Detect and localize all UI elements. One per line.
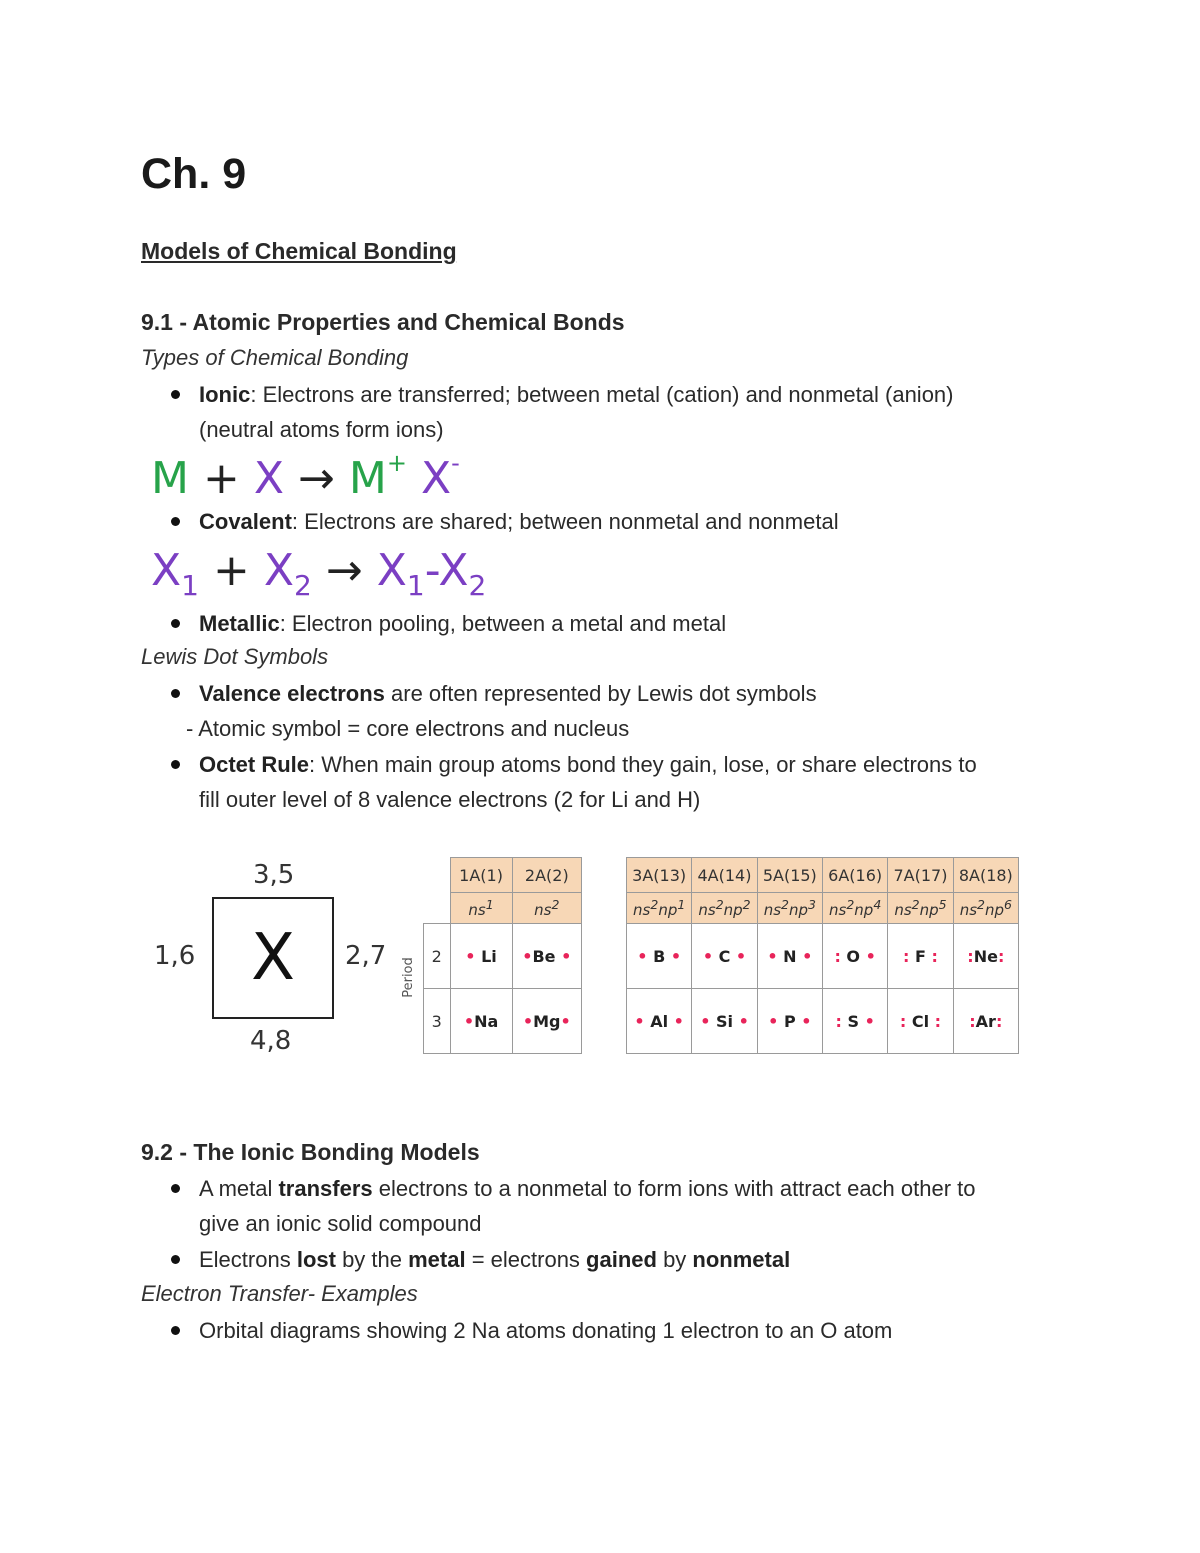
electron-dot: •	[730, 946, 747, 966]
electron-dot: :	[835, 1011, 848, 1031]
element-symbol: F	[915, 946, 926, 966]
config-cell	[450, 893, 512, 924]
lewis-cell	[888, 989, 953, 1054]
diagram-top-label: 3,5	[253, 860, 295, 890]
bullet-icon	[171, 517, 180, 526]
bullet-ionic	[199, 377, 1099, 447]
group-header: 4A(14)	[692, 858, 757, 893]
ionic-text-2: (neutral atoms form ions)	[199, 417, 444, 442]
metal-term: metal	[408, 1247, 466, 1272]
eq2-x1-product: X	[376, 545, 407, 596]
element-symbol: Si	[715, 1011, 733, 1031]
config-text: np	[984, 901, 1004, 919]
eq1-plus: +	[202, 453, 240, 504]
electron-dot: •	[859, 1011, 875, 1031]
octet-text: : When main group atoms bond they gain, lose, or share electrons to	[309, 752, 977, 777]
config-sup: 2	[650, 897, 659, 912]
valence-text: are often represented by Lewis dot symbols	[384, 681, 817, 706]
transfer-text-b: electrons to a nonmetal to form ions with attract each other to	[372, 1176, 976, 1201]
bullet-icon	[171, 1255, 180, 1264]
eq1-anion-symbol: X	[420, 453, 452, 504]
lewis-cell	[822, 989, 887, 1054]
lost-text-c: = electrons	[465, 1247, 587, 1272]
eq2-x2: X	[263, 545, 295, 596]
group-header: 6A(16)	[822, 858, 887, 893]
bullet-icon	[171, 390, 180, 399]
config-text: ns	[959, 901, 978, 919]
section-subtitle: Models of Chemical Bonding	[141, 238, 457, 264]
metallic-term: Metallic	[199, 611, 280, 636]
config-sup: 6	[1004, 897, 1012, 912]
bullet-orbital: Orbital diagrams showing 2 Na atoms donating 1 electron to an O atom	[199, 1318, 893, 1343]
config-sup: 3	[808, 897, 816, 912]
config-text: np	[723, 901, 743, 919]
diagram-left-label: 1,6	[154, 941, 196, 971]
electron-dot: :	[969, 1011, 976, 1031]
lewis-cell	[450, 924, 512, 989]
eq2-plus: +	[212, 545, 250, 596]
config-text: np	[854, 901, 874, 919]
eq1-anion-charge: -	[451, 449, 460, 477]
eq1-nonmetal: X	[253, 453, 284, 504]
config-text: ns	[829, 901, 847, 919]
eq1-cation-symbol: M	[348, 453, 387, 504]
transfer-text-c: give an ionic solid compound	[199, 1211, 482, 1236]
transfer-examples-label: Electron Transfer- Examples	[141, 1281, 418, 1306]
section-heading-9-2: 9.2 - The Ionic Bonding Models	[141, 1139, 480, 1165]
config-sup: 2	[911, 897, 920, 912]
bullet-icon	[171, 1184, 180, 1193]
eq2-x2-product: X	[438, 545, 469, 596]
ionic-equation	[151, 449, 460, 504]
eq2-arrow: →	[325, 545, 363, 596]
electron-dot: •	[463, 1011, 475, 1031]
electron-dot: :	[899, 1011, 912, 1031]
diagram-bottom-label: 4,8	[250, 1026, 292, 1056]
electron-dot: •	[702, 946, 719, 966]
lewis-cell	[627, 924, 692, 989]
bullet-icon	[171, 619, 180, 628]
period-number: 3	[424, 989, 451, 1054]
eq1-cation	[348, 449, 407, 504]
electron-dot: :	[995, 1011, 1003, 1031]
lewis-cell	[512, 924, 581, 989]
ionic-term: Ionic	[199, 382, 251, 407]
eq2-sub2-product: 2	[468, 569, 487, 602]
transfer-text-a: A metal	[199, 1176, 279, 1201]
octet-text-2: fill outer level of 8 valence electrons (2 for Li and H)	[199, 787, 701, 812]
bullet-icon	[171, 689, 180, 698]
covalent-term: Covalent	[199, 509, 292, 534]
covalent-equation	[151, 545, 486, 602]
config-sup: 2	[846, 897, 855, 912]
diagram-symbol-box	[212, 897, 334, 1019]
lost-term: lost	[296, 1247, 336, 1272]
group-header: 7A(17)	[888, 858, 953, 893]
element-symbol: O	[846, 946, 861, 966]
lewis-cell	[888, 924, 953, 989]
diagram-symbol: X	[251, 921, 295, 995]
element-symbol: Mg	[533, 1011, 561, 1031]
types-label: Types of Chemical Bonding	[141, 345, 409, 370]
config-cell	[692, 893, 757, 924]
electron-dot: •	[561, 946, 572, 966]
lewis-cell	[757, 924, 822, 989]
config-cell	[888, 893, 953, 924]
lewis-table-groups-1-2	[423, 857, 582, 1054]
section-heading-9-1: 9.1 - Atomic Properties and Chemical Bonds	[141, 309, 625, 335]
element-symbol: N	[783, 946, 797, 966]
config-cell	[512, 893, 581, 924]
config-text: np	[658, 901, 678, 919]
config-cell	[757, 893, 822, 924]
bullet-valence	[199, 676, 817, 711]
bullet-octet	[199, 747, 1099, 817]
period-number: 2	[424, 924, 451, 989]
electron-dot: •	[767, 946, 784, 966]
eq1-arrow: →	[298, 453, 335, 504]
element-symbol: Ne	[973, 946, 998, 966]
config-sup: 2	[551, 897, 560, 912]
bullet-metallic	[199, 606, 726, 641]
atomic-symbol-note: - Atomic symbol = core electrons and nucleus	[186, 716, 630, 741]
electron-dot: •	[465, 946, 476, 966]
config-text: ns	[468, 901, 486, 919]
eq2-bond: -	[424, 545, 439, 596]
electron-dot: •	[522, 946, 533, 966]
eq2-sub2: 2	[294, 569, 312, 602]
bullet-transfer	[199, 1171, 1099, 1241]
lewis-cell	[822, 924, 887, 989]
transfer-term: transfers	[278, 1176, 373, 1201]
group-header: 1A(1)	[450, 858, 512, 893]
element-symbol: P	[783, 1011, 796, 1031]
group-header: 8A(18)	[953, 858, 1018, 893]
config-sup: 1	[485, 897, 494, 912]
diagram-right-label: 2,7	[345, 941, 387, 971]
electron-dot: :	[925, 946, 938, 966]
lewis-table-groups-13-18	[626, 857, 1019, 1054]
element-symbol: Cl	[911, 1011, 930, 1031]
electron-dot: :	[967, 946, 974, 966]
bullet-covalent	[199, 504, 839, 539]
eq2-sub1-product: 1	[406, 569, 425, 602]
eq1-anion	[420, 449, 460, 504]
config-sup: 2	[742, 897, 751, 912]
gained-term: gained	[586, 1247, 657, 1272]
valence-term: Valence electrons	[199, 681, 385, 706]
bullet-icon	[171, 1326, 180, 1335]
element-symbol: C	[718, 946, 731, 966]
config-sup: 4	[873, 897, 882, 912]
electron-dot: •	[796, 946, 813, 966]
config-text: ns	[698, 901, 716, 919]
electron-dot: :	[834, 946, 847, 966]
config-text: ns	[534, 901, 552, 919]
lewis-cell	[627, 989, 692, 1054]
electron-dot: •	[637, 946, 654, 966]
ionic-text: : Electrons are transferred; between metal (cation) and nonmetal (anion)	[250, 382, 954, 407]
config-text: np	[788, 901, 808, 919]
lost-text-d: by	[656, 1247, 693, 1272]
group-header: 2A(2)	[512, 858, 581, 893]
eq1-cation-charge: +	[386, 449, 407, 477]
electron-dot: •	[860, 946, 876, 966]
electron-dot: :	[903, 946, 915, 966]
bullet-icon	[171, 760, 180, 769]
lewis-cell	[757, 989, 822, 1054]
config-sup: 2	[781, 897, 789, 912]
element-symbol: Ar	[975, 1011, 996, 1031]
config-cell	[627, 893, 692, 924]
metallic-text: : Electron pooling, between a metal and metal	[279, 611, 727, 636]
eq1-metal: M	[151, 453, 189, 504]
electron-dot: •	[668, 1011, 684, 1031]
config-cell	[953, 893, 1018, 924]
config-sup: 2	[715, 897, 724, 912]
electron-dot: •	[795, 1011, 812, 1031]
lewis-cell	[953, 989, 1018, 1054]
config-text: ns	[763, 901, 782, 919]
lost-text-a: Electrons	[199, 1247, 297, 1272]
config-text: ns	[633, 901, 651, 919]
config-cell	[822, 893, 887, 924]
electron-dot: •	[768, 1011, 784, 1031]
electron-dot: •	[733, 1011, 749, 1031]
element-symbol: Al	[650, 1011, 669, 1031]
octet-term: Octet Rule	[199, 752, 310, 777]
electron-dot: •	[560, 1011, 571, 1031]
lewis-cell	[692, 989, 757, 1054]
electron-dot: •	[634, 1011, 651, 1031]
config-sup: 1	[677, 897, 686, 912]
element-symbol: Be	[532, 946, 556, 966]
bullet-electrons-lost	[199, 1242, 790, 1277]
element-symbol: Li	[481, 946, 497, 966]
period-axis-label: Period	[400, 957, 416, 998]
electron-dot: •	[522, 1011, 534, 1031]
group-header: 5A(15)	[757, 858, 822, 893]
eq2-sub1: 1	[181, 569, 199, 602]
lewis-cell	[450, 989, 512, 1054]
lewis-cell	[692, 924, 757, 989]
electron-dot: •	[700, 1011, 716, 1031]
config-text: ns	[894, 901, 912, 919]
lewis-cell	[953, 924, 1018, 989]
eq2-x1: X	[151, 545, 182, 596]
nonmetal-term: nonmetal	[692, 1247, 791, 1272]
electron-dot: :	[997, 946, 1005, 966]
covalent-text: : Electrons are shared; between nonmetal and nonmetal	[291, 509, 839, 534]
lewis-cell	[512, 989, 581, 1054]
element-symbol: Na	[474, 1011, 499, 1031]
electron-dot: :	[929, 1011, 942, 1031]
config-sup: 2	[977, 897, 985, 912]
element-symbol: S	[847, 1011, 859, 1031]
lewis-label: Lewis Dot Symbols	[141, 644, 329, 669]
group-header: 3A(13)	[627, 858, 692, 893]
page-title: Ch. 9	[141, 150, 247, 198]
electron-dot: •	[665, 946, 682, 966]
lost-text-b: by the	[335, 1247, 409, 1272]
config-text: np	[919, 901, 939, 919]
element-symbol: B	[653, 946, 666, 966]
config-sup: 5	[938, 897, 947, 912]
